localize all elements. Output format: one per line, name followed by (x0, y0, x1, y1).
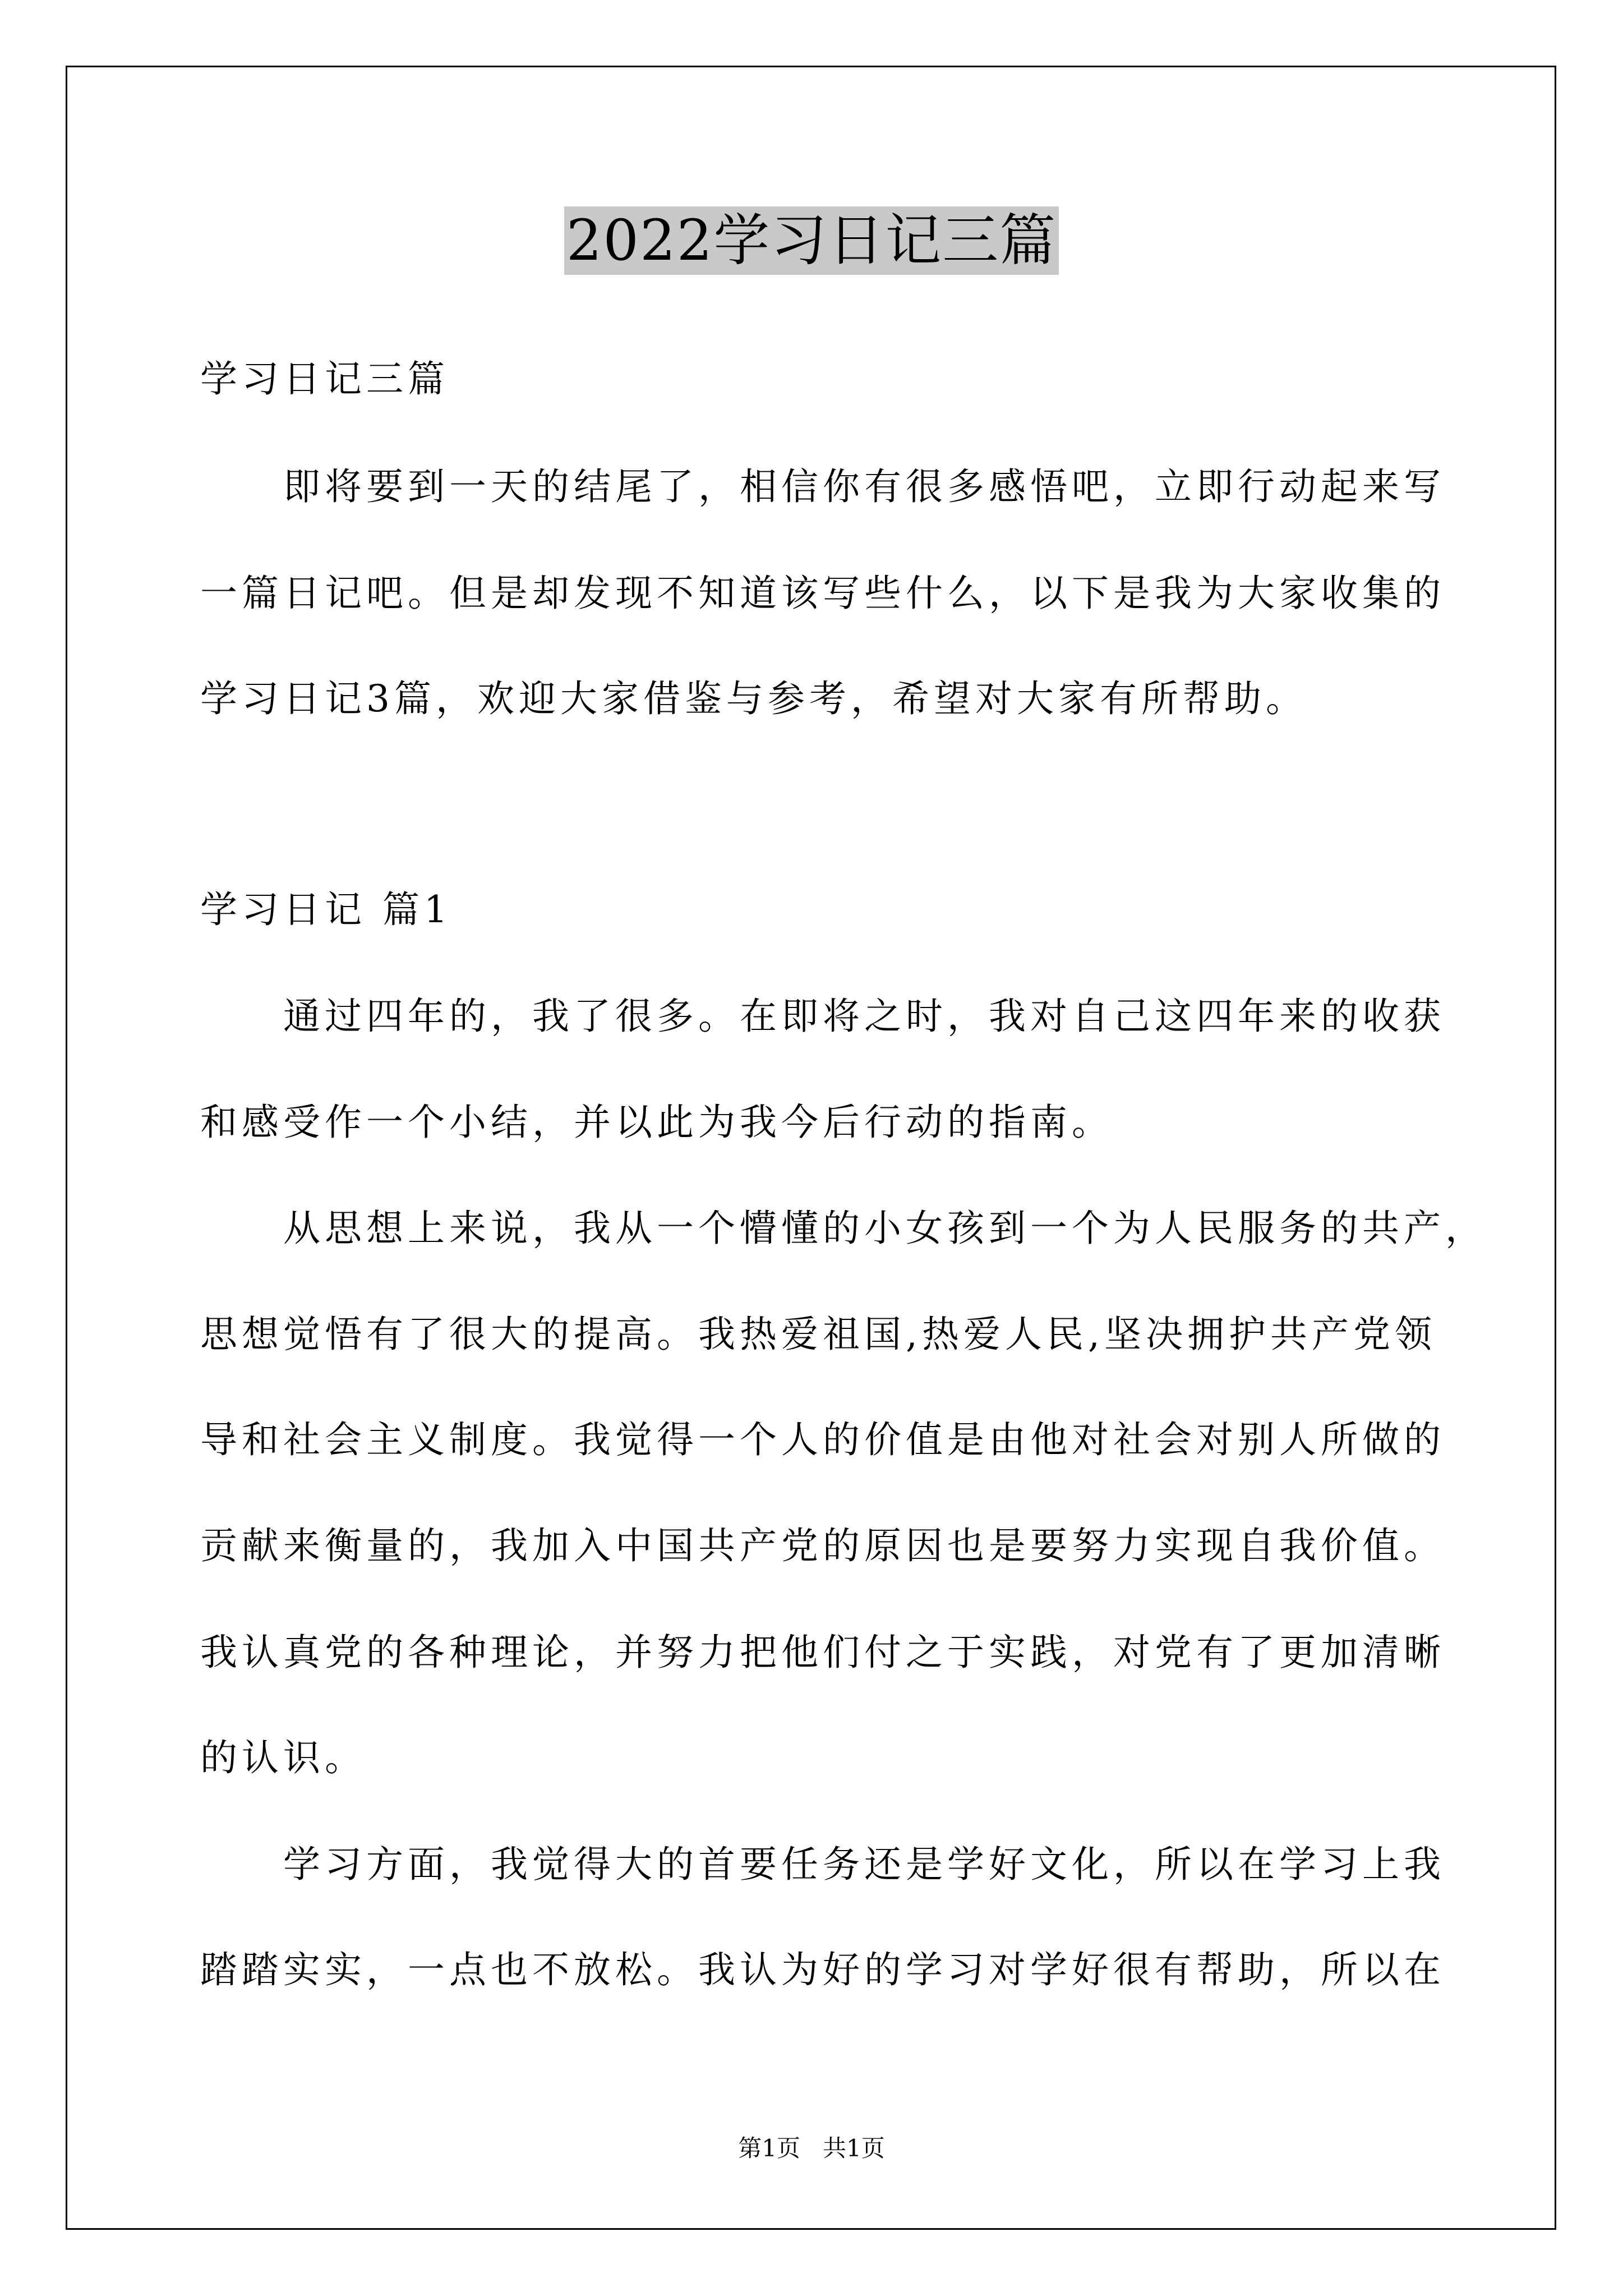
page-footer: 第1页 共1页 (738, 2134, 885, 2162)
intro-line: 即将要到一天的结尾了，相信你有很多感悟吧，立即行动起来写 (283, 465, 1445, 508)
paragraph-line: 的认识。 (200, 1736, 366, 1779)
title-wrap (0, 206, 1623, 275)
intro-line: 一篇日记吧。但是却发现不知道该写些什么，以下是我为大家收集的 (200, 572, 1445, 615)
paragraph-line: 贡献来衡量的，我加入中国共产党的原因也是要努力实现自我价值。 (200, 1524, 1445, 1567)
section-heading: 学习日记 篇1 (200, 888, 452, 931)
document-heading: 学习日记三篇 (200, 357, 449, 401)
paragraph-line: 思想觉悟有了很大的提高。我热爱祖国,热爱人民,坚决拥护共产党领 (200, 1313, 1436, 1356)
paragraph-line: 踏踏实实，一点也不放松。我认为好的学习对学好很有帮助，所以在 (200, 1948, 1445, 1991)
paragraph-line: 通过四年的，我了很多。在即将之时，我对自己这四年来的收获 (283, 995, 1445, 1038)
document-title: 2022学习日记三篇 (564, 206, 1059, 275)
intro-line: 学习日记3篇，欢迎大家借鉴与参考，希望对大家有所帮助。 (200, 677, 1307, 720)
paragraph-line: 和感受作一个小结，并以此为我今后行动的指南。 (200, 1101, 1113, 1144)
paragraph-line: 学习方面，我觉得大的首要任务还是学好文化，所以在学习上我 (283, 1843, 1445, 1886)
paragraph-line: 我认真党的各种理论，并努力把他们付之于实践，对党有了更加清晰 (200, 1631, 1445, 1674)
paragraph-line: 导和社会主义制度。我觉得一个人的价值是由他对社会对别人所做的 (200, 1418, 1445, 1461)
paragraph-line: 从思想上来说，我从一个懵懂的小女孩到一个为人民服务的共产， (283, 1207, 1487, 1250)
